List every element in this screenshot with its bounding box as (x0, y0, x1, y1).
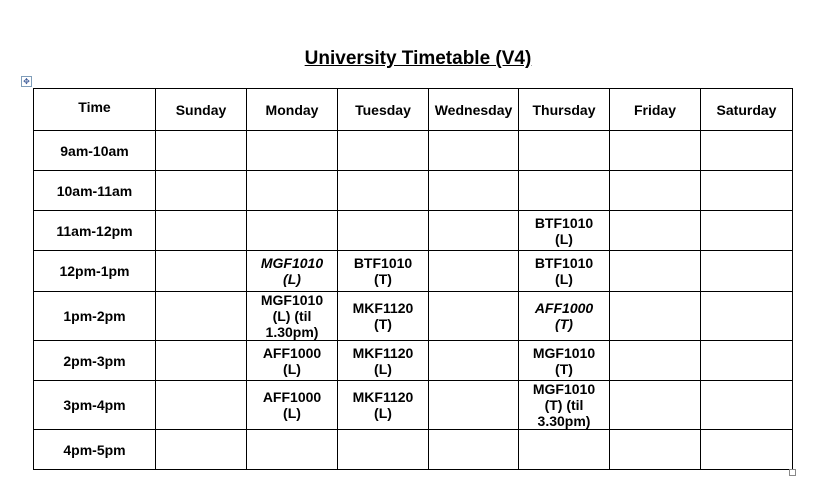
move-icon[interactable]: ✥ (21, 76, 32, 87)
table-cell[interactable] (156, 251, 247, 292)
table-cell[interactable]: MKF1120 (L) (338, 341, 429, 381)
table-cell[interactable] (247, 430, 338, 470)
table-cell[interactable] (429, 171, 519, 211)
table-cell[interactable] (610, 292, 701, 341)
table-cell[interactable] (610, 171, 701, 211)
table-cell[interactable] (156, 292, 247, 341)
table-cell[interactable] (701, 381, 793, 430)
table-row (34, 430, 793, 470)
table-cell[interactable] (429, 131, 519, 171)
table-cell[interactable] (156, 211, 247, 251)
table-cell[interactable]: BTF1010 (T) (338, 251, 429, 292)
resize-icon[interactable] (789, 469, 796, 476)
table-cell[interactable] (247, 131, 338, 171)
time-label: 1pm-2pm (34, 292, 156, 341)
table-cell[interactable] (610, 381, 701, 430)
table-cell[interactable] (701, 292, 793, 341)
table-row (34, 131, 793, 171)
table-cell[interactable] (429, 341, 519, 381)
timetable (33, 88, 793, 470)
table-cell[interactable] (338, 131, 429, 171)
table-cell[interactable] (701, 211, 793, 251)
table-row (34, 381, 793, 430)
table-cell[interactable]: MGF1010 (T) (til 3.30pm) (519, 381, 610, 430)
table-cell[interactable] (610, 341, 701, 381)
time-label: 4pm-5pm (34, 430, 156, 470)
document-title: University Timetable (V4) (304, 48, 532, 69)
table-cell[interactable] (610, 251, 701, 292)
time-label: 2pm-3pm (34, 341, 156, 381)
table-cell[interactable] (156, 341, 247, 381)
table-cell[interactable] (338, 171, 429, 211)
day-header-sunday: Sunday (156, 89, 247, 131)
table-cell[interactable] (519, 430, 610, 470)
table-cell[interactable] (429, 292, 519, 341)
table-cell[interactable]: MKF1120 (L) (338, 381, 429, 430)
table-row (34, 211, 793, 251)
table-cell[interactable] (247, 211, 338, 251)
table-cell[interactable] (519, 171, 610, 211)
table-cell[interactable]: AFF1000 (T) (519, 292, 610, 341)
table-cell[interactable]: MGF1010 (L) (til 1.30pm) (247, 292, 338, 341)
table-cell[interactable] (156, 430, 247, 470)
table-row (34, 292, 793, 341)
table-cell[interactable] (338, 430, 429, 470)
table-cell[interactable] (156, 381, 247, 430)
table-row (34, 341, 793, 381)
table-cell[interactable]: AFF1000 (L) (247, 341, 338, 381)
day-header-monday: Monday (247, 89, 338, 131)
day-header-friday: Friday (610, 89, 701, 131)
table-cell[interactable] (701, 251, 793, 292)
table-cell[interactable] (519, 131, 610, 171)
table-cell[interactable] (701, 131, 793, 171)
table-cell[interactable] (610, 211, 701, 251)
day-header-tuesday: Tuesday (338, 89, 429, 131)
table-cell[interactable] (701, 341, 793, 381)
table-cell[interactable] (429, 211, 519, 251)
table-cell[interactable]: BTF1010 (L) (519, 251, 610, 292)
table-cell[interactable] (701, 171, 793, 211)
time-label: 3pm-4pm (34, 381, 156, 430)
table-cell[interactable] (429, 430, 519, 470)
table-cell[interactable]: MKF1120 (T) (338, 292, 429, 341)
table-cell[interactable] (429, 381, 519, 430)
table-cell[interactable] (156, 131, 247, 171)
table-cell[interactable]: BTF1010 (L) (519, 211, 610, 251)
time-label: 11am-12pm (34, 211, 156, 251)
table-row (34, 251, 793, 292)
time-header: Time (34, 89, 156, 131)
table-cell[interactable]: MGF1010 (L) (247, 251, 338, 292)
day-header-saturday: Saturday (701, 89, 793, 131)
table-cell[interactable] (338, 211, 429, 251)
time-label: 9am-10am (34, 131, 156, 171)
table-cell[interactable] (247, 171, 338, 211)
day-header-wednesday: Wednesday (429, 89, 519, 131)
table-cell[interactable] (610, 430, 701, 470)
table-cell[interactable] (429, 251, 519, 292)
table-cell[interactable]: MGF1010 (T) (519, 341, 610, 381)
table-cell[interactable] (610, 131, 701, 171)
time-label: 12pm-1pm (34, 251, 156, 292)
table-cell[interactable] (701, 430, 793, 470)
table-row (34, 171, 793, 211)
table-cell[interactable] (156, 171, 247, 211)
table-cell[interactable]: AFF1000 (L) (247, 381, 338, 430)
time-label: 10am-11am (34, 171, 156, 211)
day-header-thursday: Thursday (519, 89, 610, 131)
